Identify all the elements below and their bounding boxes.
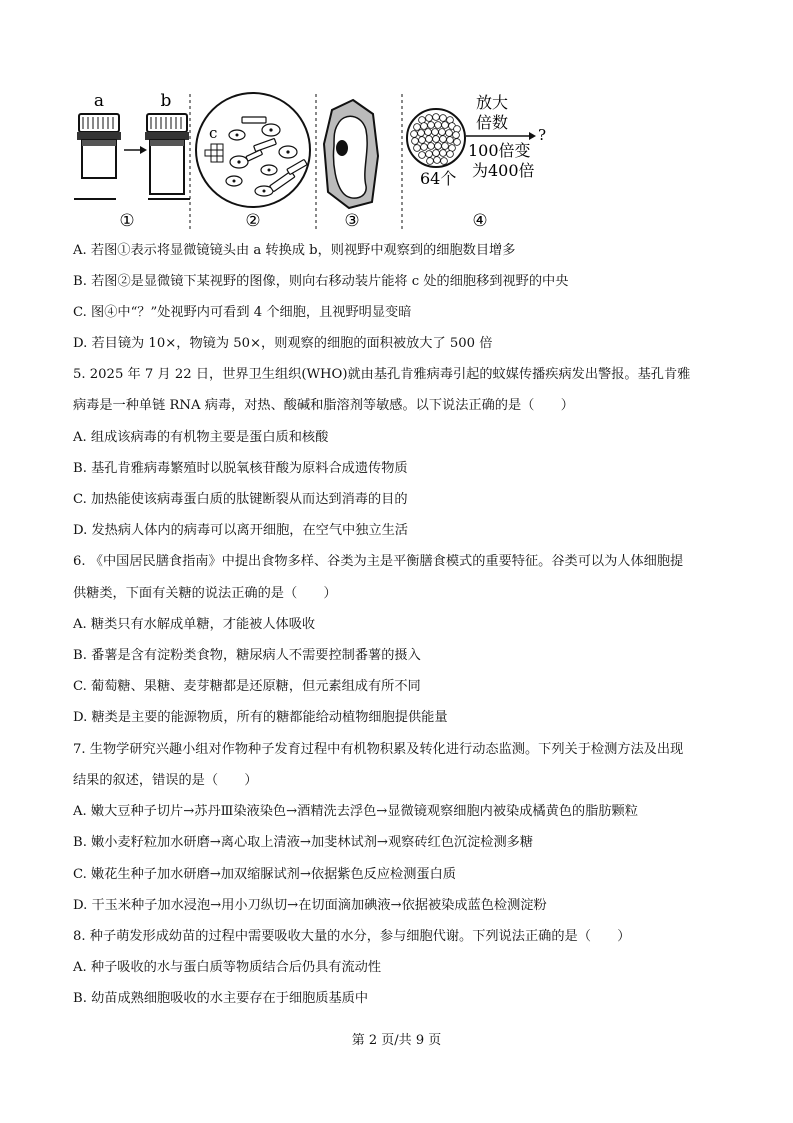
option-5a: A. 组成该病毒的有机物主要是蛋白质和核酸 <box>73 430 329 445</box>
magnify-line1: 放大 <box>476 93 509 112</box>
panel-2-label: ② <box>245 211 261 231</box>
question-5-line2: 病毒是一种单链 RNA 病毒，对热、酸碱和脂溶剂等敏感。以下说法正确的是（ ） <box>73 398 574 413</box>
change-line2: 为400倍 <box>472 161 535 180</box>
panel-1-label: ① <box>119 211 135 231</box>
label-a: a <box>93 91 105 111</box>
panel-3-plant-cell <box>324 100 378 231</box>
option-6a: A. 糖类只有水解成单糖，才能被人体吸收 <box>73 617 316 632</box>
panel-4-magnification <box>407 93 546 231</box>
option-7d: D. 干玉米种子加水浸泡→用小刀纵切→在切面滴加碘液→依据被染成蓝色检测淀粉 <box>73 898 547 913</box>
option-5b: B. 基孔肯雅病毒繁殖时以脱氧核苷酸为原料合成遗传物质 <box>73 461 408 476</box>
option-5c: C. 加热能使该病毒蛋白质的肽键断裂从而达到消毒的目的 <box>73 492 408 507</box>
change-line1: 100倍变 <box>468 141 531 160</box>
question-7-line2: 结果的叙述，错误的是（ ） <box>73 773 258 788</box>
panel-3-label: ③ <box>344 211 360 231</box>
option-4d: D. 若目镜为 10×，物镜为 50×，则观察的细胞的面积被放大了 500 倍 <box>73 336 493 351</box>
option-6b: B. 番薯是含有淀粉类食物，糖尿病人不需要控制番薯的摄入 <box>73 648 421 663</box>
lens-a-icon <box>77 114 121 178</box>
option-4b: B. 若图②是显微镜下某视野的图像，则向右移动装片能将 c 处的细胞移到视野的中央 <box>73 274 569 289</box>
page-number: 第 2 页/共 9 页 <box>351 1033 442 1048</box>
magnify-line2: 倍数 <box>476 113 509 132</box>
option-8a: A. 种子吸收的水与蛋白质等物质结合后仍具有流动性 <box>73 960 382 975</box>
option-6d: D. 糖类是主要的能源物质，所有的糖都能给动植物细胞提供能量 <box>73 710 448 725</box>
label-b: b <box>160 91 172 111</box>
question-7-line1: 7. 生物学研究兴趣小组对作物种子发育过程中有机物积累及转化进行动态监测。下列关于检测方法及出现 <box>73 742 684 757</box>
question-5-line1: 5. 2025 年 7 月 22 日，世界卫生组织(WHO)就由基孔肯雅病毒引起的蚊媒传播疾病发出警报。基孔肯雅 <box>73 367 691 382</box>
option-7a: A. 嫩大豆种子切片→苏丹Ⅲ染液染色→酒精洗去浮色→显微镜观察细胞内被染成橘黄色的脂肪颗粒 <box>73 804 638 819</box>
question-8-line1: 8. 种子萌发形成幼苗的过程中需要吸收大量的水分，参与细胞代谢。下列说法正确的是（ ） <box>73 929 631 944</box>
option-6c: C. 葡萄糖、果糖、麦芽糖都是还原糖，但元素组成有所不同 <box>73 679 421 694</box>
panel-1-objectives <box>74 91 190 231</box>
panel-2-field-of-view <box>196 93 310 231</box>
panel-4-label: ④ <box>472 211 488 231</box>
option-5d: D. 发热病人体内的病毒可以离开细胞，在空气中独立生活 <box>73 523 408 538</box>
question-mark: ? <box>538 126 547 144</box>
cell-count: 64个 <box>420 169 457 188</box>
option-8b: B. 幼苗成熟细胞吸收的水主要存在于细胞质基质中 <box>73 991 369 1006</box>
lens-b-icon <box>145 114 189 194</box>
question-6-line2: 供糖类，下面有关糖的说法正确的是（ ） <box>73 586 337 601</box>
option-7b: B. 嫩小麦籽粒加水研磨→离心取上清液→加斐林试剂→观察砖红色沉淀检测多糖 <box>73 835 534 850</box>
microscope-figure <box>66 90 548 238</box>
label-c: c <box>209 124 218 142</box>
option-4c: C. 图④中“？”处视野内可看到 4 个细胞，且视野明显变暗 <box>73 305 412 320</box>
question-6-line1: 6. 《中国居民膳食指南》中提出食物多样、谷类为主是平衡膳食模式的重要特征。谷类可以为人体细胞提 <box>73 554 684 569</box>
option-4a: A. 若图①表示将显微镜镜头由 a 转换成 b，则视野中观察到的细胞数目增多 <box>73 243 516 258</box>
option-7c: C. 嫩花生种子加水研磨→加双缩脲试剂→依据紫色反应检测蛋白质 <box>73 867 456 882</box>
